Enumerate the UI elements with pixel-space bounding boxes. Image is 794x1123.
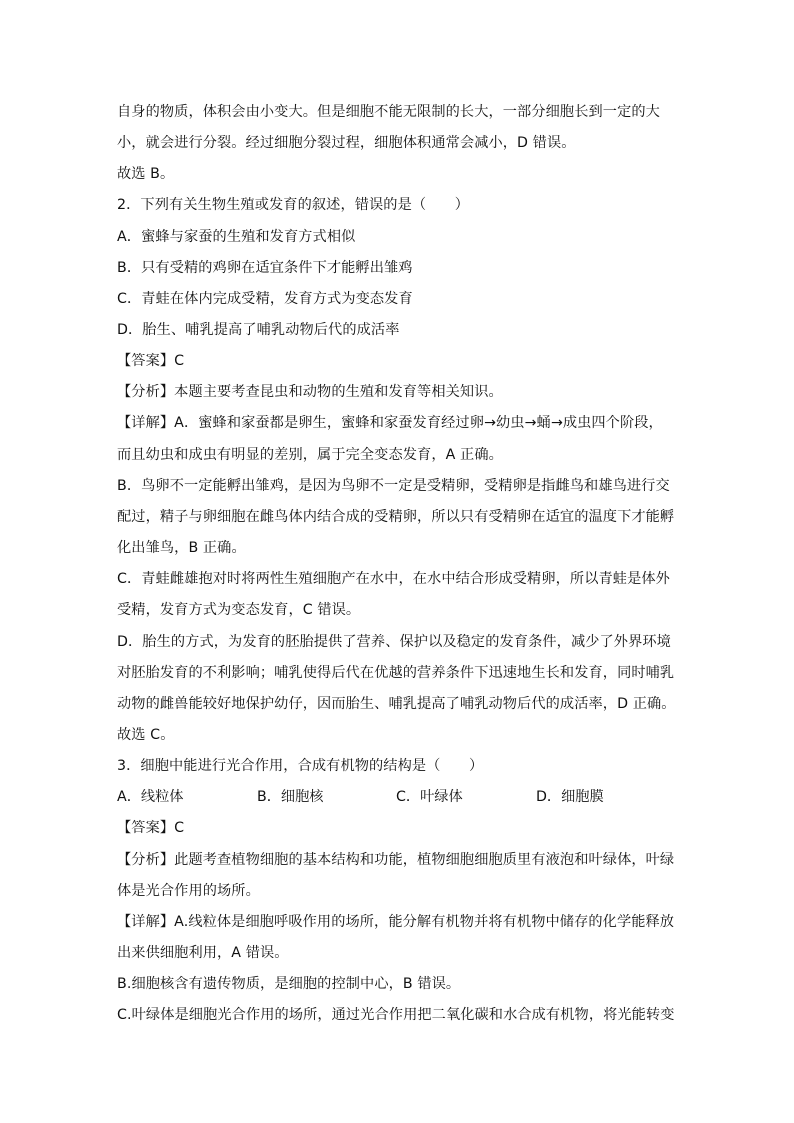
explanation-line: 【详解】A．蜜蜂和家蚕都是卵生，蜜蜂和家蚕发育经过卵→幼虫→蛹→成虫四个阶段， bbox=[117, 415, 663, 431]
text-line: C.叶绿体是细胞光合作用的场所，通过光合作用把二氧化碳和水合成有机物，将光能转变 bbox=[117, 1007, 675, 1023]
text-line: 故选 B。 bbox=[117, 166, 175, 182]
explanation-line: 【详解】A.线粒体是细胞呼吸作用的场所，能分解有机物并将有机物中储存的化学能释放 bbox=[117, 914, 675, 930]
answer-label: 【答案】C bbox=[117, 353, 185, 369]
question-2-option-c: C．青蛙在体内完成受精，发育方式为变态发育 bbox=[117, 291, 413, 307]
text-line: 体是光合作用的场所。 bbox=[117, 883, 260, 899]
question-3-option-c: C．叶绿体 bbox=[396, 789, 463, 805]
text-line: B.细胞核含有遗传物质，是细胞的控制中心，B 错误。 bbox=[117, 976, 461, 992]
text-line: B．鸟卵不一定能孵出雏鸡，是因为鸟卵不一定是受精卵，受精卵是指雌鸟和雄鸟进行交 bbox=[117, 478, 670, 494]
answer-label: 【答案】C bbox=[117, 820, 185, 836]
text-line: 对胚胎发育的不利影响；哺乳使得后代在优越的营养条件下迅速地生长和发育，同时哺乳 bbox=[117, 665, 675, 681]
question-2-option-b: B．只有受精的鸡卵在适宜条件下才能孵出雏鸡 bbox=[117, 260, 413, 276]
question-2-option-a: A．蜜蜂与家蚕的生殖和发育方式相似 bbox=[117, 229, 356, 245]
text-line: 动物的雌兽能较好地保护幼仔，因而胎生、哺乳提高了哺乳动物后代的成活率，D 正确。 bbox=[117, 696, 676, 712]
text-line: 而且幼虫和成虫有明显的差别，属于完全变态发育，A 正确。 bbox=[117, 447, 503, 463]
question-3-stem: 3．细胞中能进行光合作用，合成有机物的结构是（ ） bbox=[117, 758, 484, 774]
analysis-line: 【分析】本题主要考查昆虫和动物的生殖和发育等相关知识。 bbox=[117, 384, 503, 400]
question-3-option-b: B．细胞核 bbox=[257, 789, 324, 805]
question-2-stem: 2．下列有关生物生殖或发育的叙述，错误的是（ ） bbox=[117, 197, 470, 213]
text-line: 出来供细胞利用，A 错误。 bbox=[117, 945, 289, 961]
text-line: 配过，精子与卵细胞在雌鸟体内结合成的受精卵，所以只有受精卵在适宜的温度下才能孵 bbox=[117, 509, 675, 525]
text-line: 故选 C。 bbox=[117, 727, 175, 743]
text-line: C．青蛙雌雄抱对时将两性生殖细胞产在水中，在水中结合形成受精卵，所以青蛙是体外 bbox=[117, 571, 670, 587]
question-3-option-d: D．细胞膜 bbox=[536, 789, 604, 805]
question-3-option-a: A．线粒体 bbox=[117, 789, 184, 805]
analysis-line: 【分析】此题考查植物细胞的基本结构和功能，植物细胞细胞质里有液泡和叶绿体，叶绿 bbox=[117, 852, 675, 868]
question-2-option-d: D．胎生、哺乳提高了哺乳动物后代的成活率 bbox=[117, 322, 400, 338]
text-line: 自身的物质，体积会由小变大。但是细胞不能无限制的长大，一部分细胞长到一定的大 bbox=[117, 104, 660, 120]
text-line: D．胎生的方式，为发育的胚胎提供了营养、保护以及稳定的发育条件，减少了外界环境 bbox=[117, 634, 671, 650]
text-line: 化出雏鸟，B 正确。 bbox=[117, 540, 246, 556]
text-line: 小，就会进行分裂。经过细胞分裂过程，细胞体积通常会减小，D 错误。 bbox=[117, 135, 576, 151]
text-line: 受精，发育方式为变态发育，C 错误。 bbox=[117, 602, 361, 618]
